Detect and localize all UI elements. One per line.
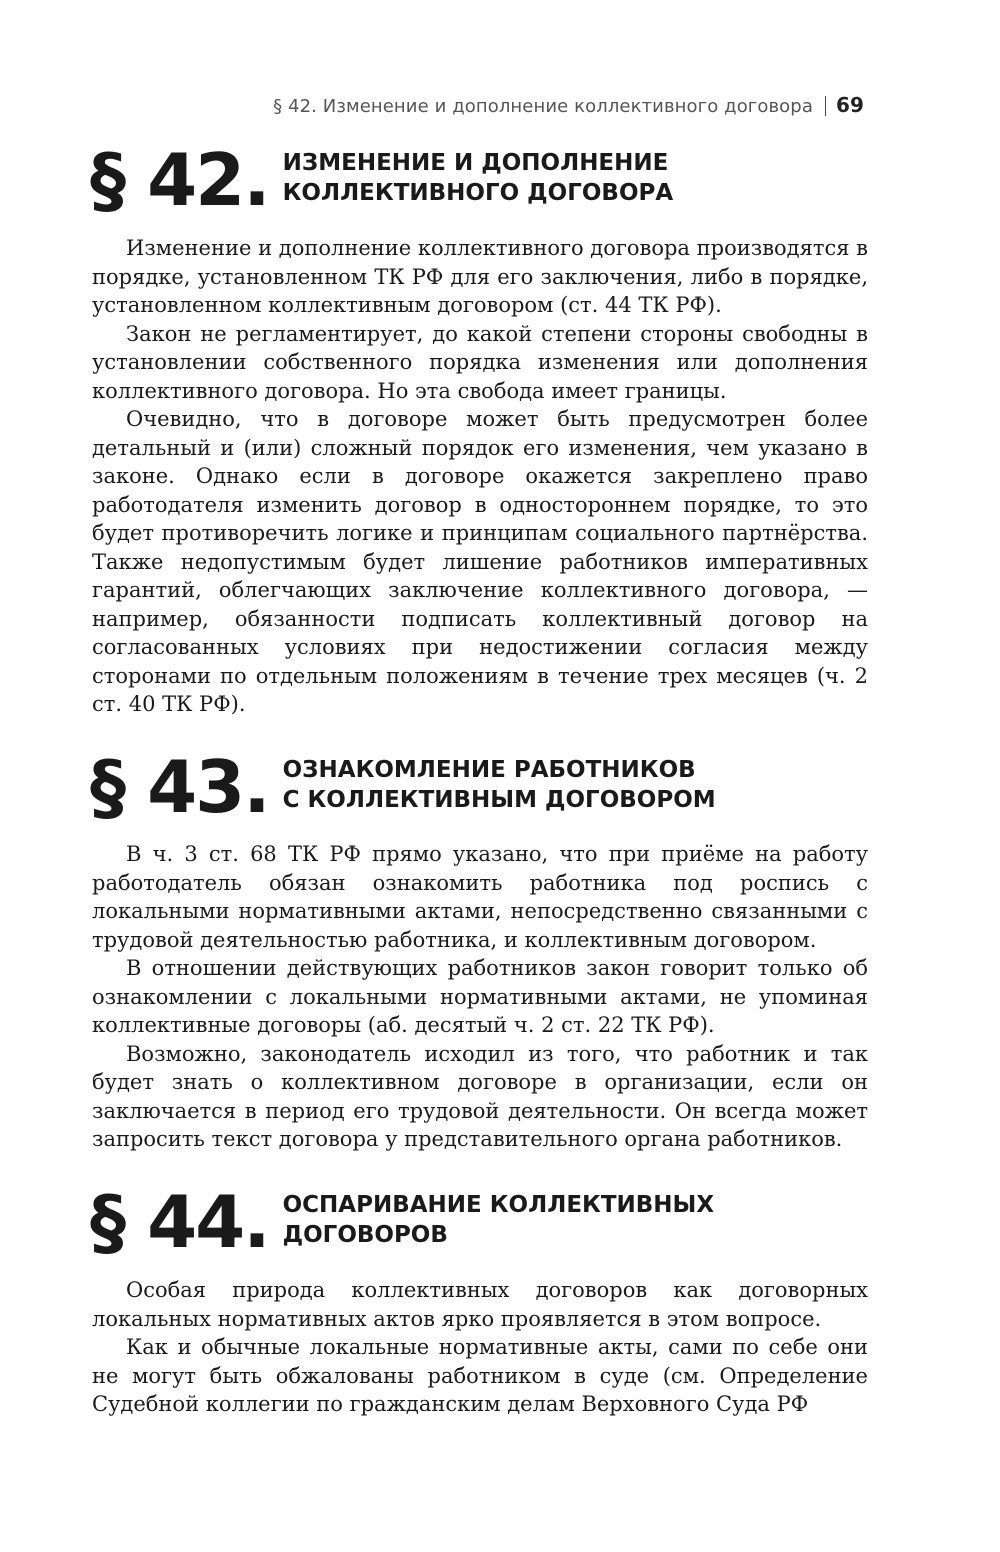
section-title bbox=[283, 1190, 715, 1252]
paragraph: В отношении действующих работников закон говорит только об ознакомлении с локальными нормативными актами, не упоминая коллективные договоры (аб. десятый ч. 2 ст. 22 ТК РФ). bbox=[92, 956, 868, 1037]
section-number: § 44. bbox=[90, 1180, 269, 1264]
running-header bbox=[273, 93, 864, 117]
section-title bbox=[283, 755, 716, 817]
section-43-heading bbox=[90, 745, 716, 829]
section-number: § 43. bbox=[90, 745, 269, 829]
paragraph: Возможно, законодатель исходил из того, что работник и так будет знать о коллективном договоре в организации, если он заключается в период его трудовой деятельности. Он всегда может запросить текст договора у представительного органа работников. bbox=[92, 1041, 868, 1151]
paragraph: Очевидно, что в договоре может быть предусмотрен более детальный и (или) сложный порядок его изменения, чем указано в законе. Однако если в договоре окажется закреплено право работодателя изменить договор в одностороннем порядке, то это будет противоречить логике и принципам социального партнёрства. Также недопустимым будет лишение работников императивных гарантий, облегчающих заключение коллективного договора, — например, обязанности подписать коллективный договор на согласованных условиях при недостижении согласия между сторонами по отдельным положениям в течение трех месяцев (ч. 2 ст. 40 ТК РФ). bbox=[92, 407, 868, 716]
section-42-body bbox=[92, 234, 868, 719]
section-title-line: ОСПАРИВАНИЕ КОЛЛЕКТИВНЫХ bbox=[282, 1192, 715, 1218]
paragraph: Как и обычные локальные нормативные акты, сами по себе они не могут быть обжалованы работником в суде (см. Определение Судебной коллегии по гражданским делам Верховного Суда РФ bbox=[92, 1335, 868, 1416]
section-title bbox=[283, 148, 674, 210]
section-number: § 42. bbox=[90, 138, 269, 222]
paragraph: В ч. 3 ст. 68 ТК РФ прямо указано, что при приёме на работу работодатель обязан ознакомить работника под роспись с локальными нормативными актами, непосредственно связанными с трудовой деятельностью работника, и коллективным договором. bbox=[92, 842, 868, 952]
page-number: 69 bbox=[835, 93, 864, 117]
section-title-line: ДОГОВОРОВ bbox=[282, 1222, 448, 1248]
section-title-line: ИЗМЕНЕНИЕ И ДОПОЛНЕНИЕ bbox=[282, 150, 669, 176]
section-44-body bbox=[92, 1276, 868, 1419]
section-44-heading bbox=[90, 1180, 715, 1264]
paragraph: Особая природа коллективных договоров как договорных локальных нормативных актов ярко проявляется в этом вопросе. bbox=[92, 1278, 868, 1331]
paragraph: Изменение и дополнение коллективного договора производятся в порядке, установленном ТК РФ для его заключения, либо в порядке, установленном коллективным договором (ст. 44 ТК РФ). bbox=[92, 236, 868, 317]
section-title-line: ОЗНАКОМЛЕНИЕ РАБОТНИКОВ bbox=[282, 757, 696, 783]
header-divider bbox=[825, 96, 826, 116]
section-42-heading bbox=[90, 138, 674, 222]
section-43-body bbox=[92, 840, 868, 1154]
section-title-line: КОЛЛЕКТИВНОГО ДОГОВОРА bbox=[282, 180, 674, 206]
running-title: § 42. Изменение и дополнение коллективного договора bbox=[273, 96, 813, 117]
paragraph: Закон не регламентирует, до какой степени стороны свободны в установлении собственного порядка изменения или дополнения коллективного договора. Но эта свобода имеет границы. bbox=[92, 321, 868, 403]
section-title-line: С КОЛЛЕКТИВНЫМ ДОГОВОРОМ bbox=[282, 787, 716, 813]
